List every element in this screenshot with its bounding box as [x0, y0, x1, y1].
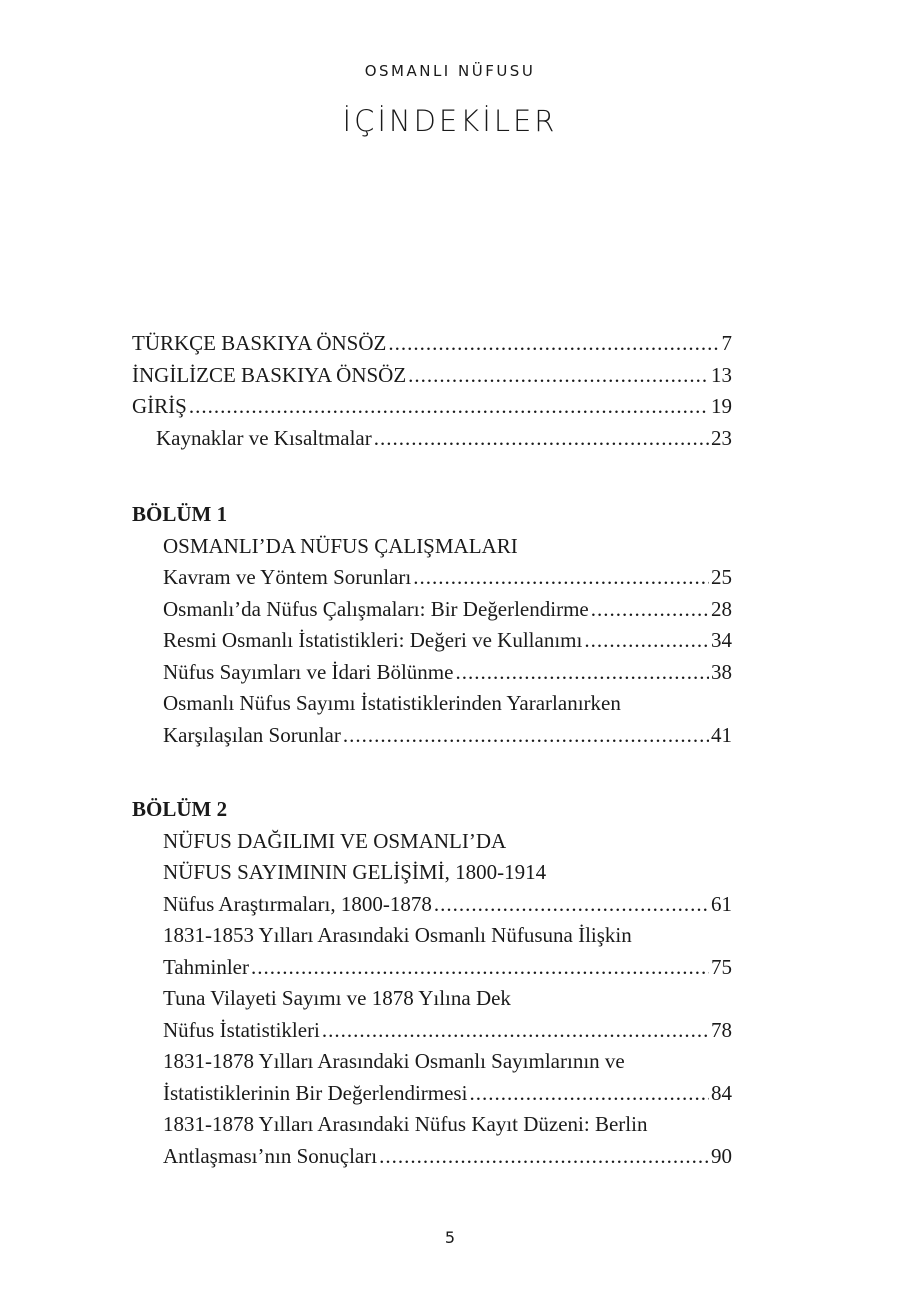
toc-entry-page: 25	[711, 565, 732, 589]
toc-entry-title: Nüfus İstatistikleri	[163, 1017, 320, 1042]
toc-entry-page: 23	[711, 425, 732, 450]
dot-leader	[251, 952, 709, 984]
toc-entry-title-line1[interactable]: Osmanlı Nüfus Sayımı İstatistiklerinden Yararlanırken	[163, 691, 621, 715]
toc-entry[interactable]	[132, 594, 732, 626]
toc-entry[interactable]	[132, 625, 732, 657]
toc-entry-title: Kavram ve Yöntem Sorunları	[163, 565, 412, 589]
toc-entry-page: 7	[721, 331, 732, 355]
toc-entry-title: GİRİŞ	[132, 394, 187, 418]
toc-entry-page: 19	[711, 394, 732, 418]
dot-leader	[322, 1015, 709, 1047]
dot-leader	[469, 1078, 709, 1110]
toc-entry[interactable]	[132, 391, 732, 423]
toc-entry-title: TÜRKÇE BASKIYA ÖNSÖZ	[132, 331, 387, 355]
toc-entry[interactable]	[132, 657, 732, 689]
running-head: OSMANLI NÜFUSU	[364, 62, 536, 80]
toc-entry-title-line1[interactable]: 1831-1878 Yılları Arasındaki Nüfus Kayıt Düzeni: Berlin	[163, 1112, 648, 1136]
chapter-heading-line2: NÜFUS SAYIMININ GELİŞİMİ, 1800-1914	[163, 860, 547, 884]
toc-entry[interactable]	[132, 1015, 732, 1047]
toc-entry[interactable]	[132, 889, 732, 921]
toc-entry-title-line1[interactable]: 1831-1878 Yılları Arasındaki Osmanlı Sayımlarının ve	[163, 1049, 625, 1073]
page-title: İÇİNDEKİLER	[342, 104, 558, 138]
dot-leader	[413, 562, 709, 594]
table-of-contents	[132, 328, 732, 1172]
toc-entry-page: 75	[711, 954, 732, 979]
dot-leader	[388, 328, 719, 360]
chapter-label: BÖLÜM 1	[132, 502, 228, 526]
toc-entry-title: Osmanlı’da Nüfus Çalışmaları: Bir Değerlendirme	[163, 596, 589, 621]
toc-entry[interactable]	[132, 720, 732, 752]
toc-entry-page: 61	[711, 891, 732, 916]
toc-entry[interactable]	[132, 423, 732, 455]
toc-entry-title: Nüfus Sayımları ve İdari Bölünme	[163, 659, 454, 684]
dot-leader	[343, 720, 709, 752]
toc-entry[interactable]	[132, 562, 732, 594]
toc-entry-title: İstatistiklerinin Bir Değerlendirmesi	[163, 1080, 468, 1105]
toc-entry-page: 38	[711, 659, 732, 684]
toc-entry-title-line1[interactable]: 1831-1853 Yılları Arasındaki Osmanlı Nüfusuna İlişkin	[163, 923, 632, 947]
chapter-label: BÖLÜM 2	[132, 797, 228, 821]
dot-leader	[408, 360, 709, 392]
toc-entry-page: 34	[711, 628, 732, 652]
dot-leader	[455, 657, 709, 689]
toc-entry[interactable]	[132, 328, 732, 360]
toc-entry-page: 13	[711, 362, 732, 387]
toc-entry-title: Nüfus Araştırmaları, 1800-1878	[163, 891, 432, 916]
toc-entry-title: Resmi Osmanlı İstatistikleri: Değeri ve Kullanımı	[163, 628, 583, 652]
toc-entry-title: Kaynaklar ve Kısaltmalar	[156, 425, 372, 450]
toc-entry-page: 84	[711, 1080, 732, 1105]
dot-leader	[434, 889, 709, 921]
toc-entry[interactable]	[132, 1078, 732, 1110]
dot-leader	[189, 391, 709, 423]
dot-leader	[374, 423, 709, 455]
chapter-heading-line1: NÜFUS DAĞILIMI VE OSMANLI’DA	[163, 828, 507, 853]
toc-entry-page: 41	[711, 722, 732, 747]
dot-leader	[379, 1141, 709, 1173]
toc-entry-title: Karşılaşılan Sorunlar	[163, 722, 341, 747]
toc-entry[interactable]	[132, 360, 732, 392]
toc-entry-page: 78	[711, 1017, 732, 1042]
toc-entry-page: 28	[711, 596, 732, 621]
toc-entry-title: Antlaşması’nın Sonuçları	[163, 1143, 378, 1168]
dot-leader	[584, 625, 709, 657]
toc-entry-title: İNGİLİZCE BASKIYA ÖNSÖZ	[132, 362, 407, 387]
toc-entry[interactable]	[132, 1141, 732, 1173]
dot-leader	[591, 594, 709, 626]
toc-entry-title-line1[interactable]: Tuna Vilayeti Sayımı ve 1878 Yılına Dek	[163, 986, 511, 1010]
toc-entry-page: 90	[711, 1143, 732, 1168]
chapter-heading: OSMANLI’DA NÜFUS ÇALIŞMALARI	[163, 533, 518, 558]
toc-entry[interactable]	[132, 952, 732, 984]
page-number: 5	[444, 1228, 456, 1247]
toc-entry-title: Tahminler	[163, 954, 249, 979]
